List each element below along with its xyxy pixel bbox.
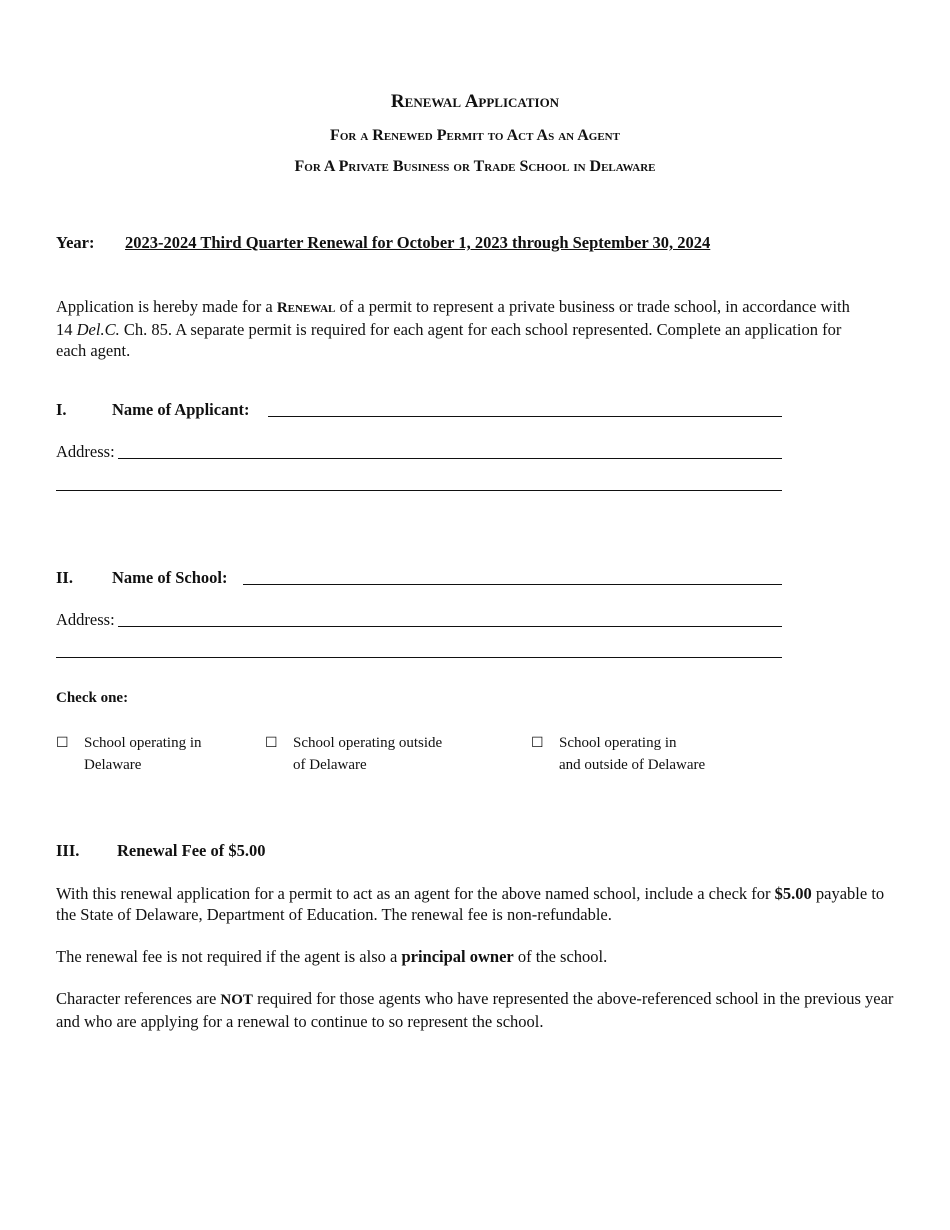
fee-text-1: With this renewal application for a permit to act as an agent for the above named school, include a check for	[56, 884, 775, 903]
applicant-address-field[interactable]	[118, 458, 782, 459]
applicant-address-field-2[interactable]	[56, 490, 782, 491]
section-2-number: II.	[56, 568, 73, 587]
owner-text-2: of the school.	[513, 947, 608, 966]
option-in-and-outside-delaware-label	[559, 732, 705, 776]
intro-text-2: of a permit to represent a private business or trade school, in accordance with 14	[56, 297, 850, 339]
option-outside-delaware-label	[293, 732, 442, 776]
form-subtitle-1: For a Renewed Permit to Act As an Agent	[330, 127, 620, 144]
owner-text-1: The renewal fee is not required if the agent is also a	[56, 947, 402, 966]
ref-text-1: Character references are	[56, 989, 221, 1008]
applicant-name-label: Name of Applicant:	[112, 400, 250, 419]
form-title: Renewal Application	[390, 91, 560, 112]
intro-code: Del.C.	[76, 320, 120, 339]
option-in-and-outside-line1: School operating in	[559, 735, 677, 751]
owner-bold: principal owner	[401, 947, 514, 966]
fee-amount: $5.00	[774, 884, 812, 903]
option-outside-delaware-line2: of Delaware	[293, 757, 367, 773]
section-3-number: III.	[56, 841, 80, 860]
check-one-label: Check one:	[56, 690, 129, 706]
school-address-label: Address:	[56, 610, 115, 629]
character-references-paragraph	[56, 988, 896, 1032]
intro-renewal-word: Renewal	[276, 300, 336, 316]
option-in-and-outside-line2: and outside of Delaware	[559, 757, 706, 773]
checkbox-in-delaware[interactable]: ☐	[56, 736, 69, 751]
option-in-delaware-line2: Delaware	[84, 757, 142, 773]
intro-paragraph	[56, 296, 856, 361]
fee-text-2: payable to the State of Delaware, Department of Education. The renewal fee is non-refundable.	[56, 884, 885, 924]
intro-text-3: Ch. 85. A separate permit is required for each agent for each school represented. Complete an application for each agent.	[56, 320, 842, 360]
checkbox-in-and-outside-delaware[interactable]: ☐	[531, 736, 544, 751]
ref-not: NOT	[220, 992, 253, 1008]
applicant-name-field[interactable]	[268, 416, 782, 417]
checkbox-outside-delaware[interactable]: ☐	[265, 736, 278, 751]
school-name-label: Name of School:	[112, 568, 228, 587]
school-address-field[interactable]	[118, 626, 782, 627]
principal-owner-paragraph	[56, 946, 896, 967]
ref-text-2: required for those agents who have represented the above-referenced school in the previous year and who are applying for a renewal to continue to so represent the school.	[56, 989, 894, 1031]
year-label: Year:	[56, 233, 95, 252]
option-outside-delaware-line1: School operating outside	[293, 735, 443, 751]
option-in-delaware-label	[84, 732, 201, 776]
renewal-fee-heading: Renewal Fee of $5.00	[117, 841, 266, 860]
school-name-field[interactable]	[243, 584, 782, 585]
form-subtitle-2: For A Private Business or Trade School in Delaware	[294, 158, 656, 175]
option-in-delaware-line1: School operating in	[84, 735, 202, 751]
school-address-field-2[interactable]	[56, 657, 782, 658]
fee-paragraph	[56, 883, 896, 925]
intro-text-1: Application is hereby made for a	[56, 297, 277, 316]
applicant-address-label: Address:	[56, 442, 115, 461]
year-value: 2023-2024 Third Quarter Renewal for October 1, 2023 through September 30, 2024	[125, 233, 711, 252]
section-1-number: I.	[56, 400, 67, 419]
